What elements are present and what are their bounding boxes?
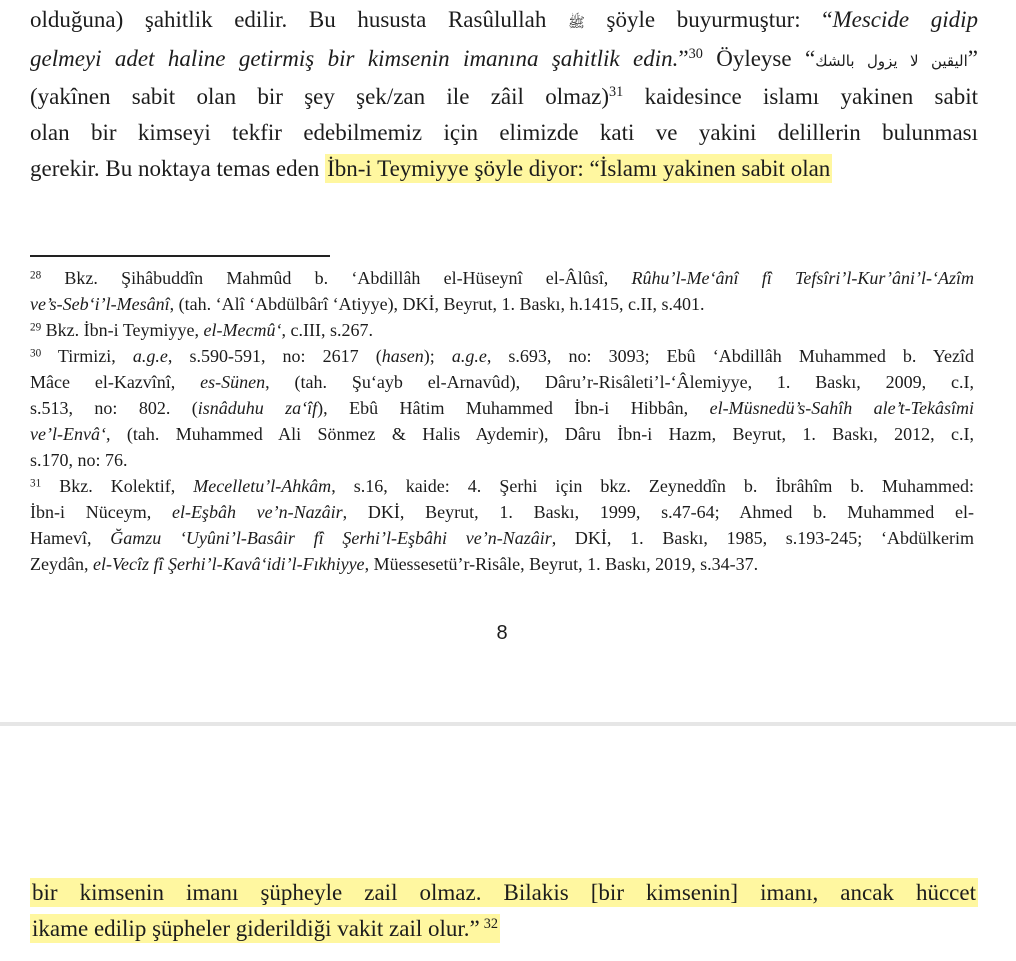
footnote-31-line [30, 499, 974, 525]
footnote-text: , s.16, kaide: 4. Şerhi için bkz. Zeyneddîn b. İbrâhîm b. Muhammed: [331, 476, 974, 496]
salawat-symbol: ﷺ [567, 15, 585, 31]
footnote-text: Bkz. İbn-i Teymiyye, [41, 320, 204, 340]
footnote-ref-30: 30 [688, 46, 703, 63]
footnote-text: Hamevî, [30, 528, 111, 548]
footnote-text: , s.693, no: 3093; Ebû ‘Abdillâh Muhammed b. Yezîd [486, 346, 975, 366]
footnote-title: Rûhu’l-Me‘ânî fî Tefsîri’l-Kur’âni’l-‘Azîm [631, 268, 974, 288]
body-line-5: gerekir. Bu noktaya temas eden İbn-i Teymiyye şöyle diyor: “İslamı yakinen sabit olan [30, 156, 831, 181]
footnote-title: es-Sünen [200, 372, 266, 392]
footnote-30-line [30, 369, 974, 395]
footnote-ref-32: 32 [483, 916, 498, 933]
body-line-2: gelmeyi adet haline getirmiş bir kimsenin imanına şahitlik edin.”$^{30}$ Öyleyse “اليقين لا يزول بالشك” [30, 46, 979, 71]
footnote-text: Tirmizi, [41, 346, 133, 366]
footnote-28-line [30, 291, 974, 317]
page-bottom [0, 726, 1016, 961]
footnote-title: el-Eşbâh ve’n-Nazâir [171, 502, 343, 522]
footnote-text: Mâce el-Kazvînî, [30, 372, 201, 392]
footnote-29-line [30, 317, 974, 343]
footnote-title: el-Mecmû‘ [203, 320, 282, 340]
footnote-text: , s.590-591, no: 2617 ( [167, 346, 382, 366]
footnote-31-line [30, 551, 974, 577]
footnote-30-line [30, 395, 974, 421]
footnote-title: hasen [381, 346, 424, 366]
footnote-text: , c.III, s.267. [281, 320, 373, 340]
footnote-text: , DKİ, 1. Baskı, 1985, s.193-245; ‘Abdülkerim [551, 528, 974, 548]
continued-line-2 [30, 911, 978, 947]
continued-line-1 [30, 875, 978, 911]
highlighted-quote-cont: bir kimsenin imanı şüpheyle zail olmaz. Bilakis [bir kimsenin] imanı, ancak hüccet [32, 880, 976, 905]
footnote-number: 29 [30, 321, 42, 334]
body-line-3: (yakînen sabit olan bir şey şek/zan ile zâil olmaz)$^{31}$ kaidesince islamı yakinen sabit [30, 84, 978, 109]
footnote-31-line [30, 473, 974, 499]
footnote-title: ve’l-Envâ‘ [30, 424, 106, 444]
footnote-ref-31: 31 [609, 84, 624, 101]
footnote-separator [30, 255, 330, 257]
footnote-title: ve’s-Seb‘i’l-Mesânî [30, 294, 170, 314]
body-line-4: olan bir kimseyi tekfir edebilmemiz için elimizde kati ve yakini delillerin bulunması [30, 120, 978, 145]
footnote-31-line [30, 525, 974, 551]
footnote-30-line [30, 447, 974, 473]
footnote-title: a.g.e [451, 346, 487, 366]
continued-paragraph [30, 875, 978, 947]
footnote-30-line [30, 343, 974, 369]
body-line-1: olduğuna) şahitlik edilir. Bu hususta Rasûlullah ﷺ şöyle buyurmuştur: “Mescide gidip [30, 7, 978, 32]
footnote-text: s.513, no: 802. ( [30, 398, 198, 418]
footnote-text: Bkz. Kolektif, [41, 476, 194, 496]
footnote-title: el-Müsnedü’s-Sahîh ale’t-Tekâsîmi [709, 398, 974, 418]
footnote-text: , (tah. ‘Alî ‘Abdülbârî ‘Atiyye), DKİ, Beyrut, 1. Baskı, h.1415, c.II, s.401. [169, 294, 705, 314]
footnote-number: 28 [30, 269, 42, 282]
footnote-title: a.g.e [132, 346, 168, 366]
footnote-text: İbn-i Nüceym, [30, 502, 172, 522]
footnote-text: , DKİ, Beyrut, 1. Baskı, 1999, s.47-64; Ahmed b. Muhammed el- [342, 502, 975, 522]
footnote-text: , (tah. Muhammed Ali Sönmez & Halis Aydemir), Dâru İbn-i Hazm, Beyrut, 1. Baskı, 2012, c.I, [105, 424, 974, 444]
highlighted-quote-start: İbn-i Teymiyye şöyle diyor: “İslamı yakinen sabit olan [327, 156, 831, 181]
footnote-text: Bkz. Şihâbuddîn Mahmûd b. ‘Abdillâh el-Hüseynî el-Âlûsî, [41, 268, 632, 288]
footnote-30-line [30, 421, 974, 447]
main-paragraph [30, 2, 978, 187]
arabic-maxim: اليقين لا يزول بالشك [815, 52, 968, 70]
highlighted-quote-end: ikame edilip şüpheler giderildiği vakit zail olur.” [32, 916, 480, 941]
footnote-text: , Müessesetü’r-Risâle, Beyrut, 1. Baskı, 2019, s.34-37. [364, 554, 759, 574]
footnote-number: 31 [30, 477, 42, 490]
footnote-number: 30 [30, 347, 42, 360]
footnotes [30, 265, 978, 577]
footnote-text: , (tah. Şu‘ayb el-Arnavûd), Dâru’r-Risâleti’l-‘Âlemiyye, 1. Baskı, 2009, c.I, [265, 372, 974, 392]
footnote-text: s.170, no: 76. [30, 450, 128, 470]
footnote-title: isnâduhu za‘îf [197, 398, 318, 418]
footnote-text: ), Ebû Hâtim Muhammed İbn-i Hibbân, [317, 398, 710, 418]
footnote-28-line [30, 265, 974, 291]
footnote-text: Zeydân, [30, 554, 93, 574]
page-number: 8 [496, 622, 508, 644]
footnote-title: el-Vecîz fî Şerhi’l-Kavâ‘idi’l-Fıkhiyye [92, 554, 365, 574]
footnote-title: Ğamzu ‘Uyûni’l-Basâir fî Şerhi’l-Eşbâhi ve’n-Nazâir [110, 528, 552, 548]
footnote-text: ); [423, 346, 452, 366]
footnote-title: Mecelletu’l-Ahkâm [193, 476, 332, 496]
